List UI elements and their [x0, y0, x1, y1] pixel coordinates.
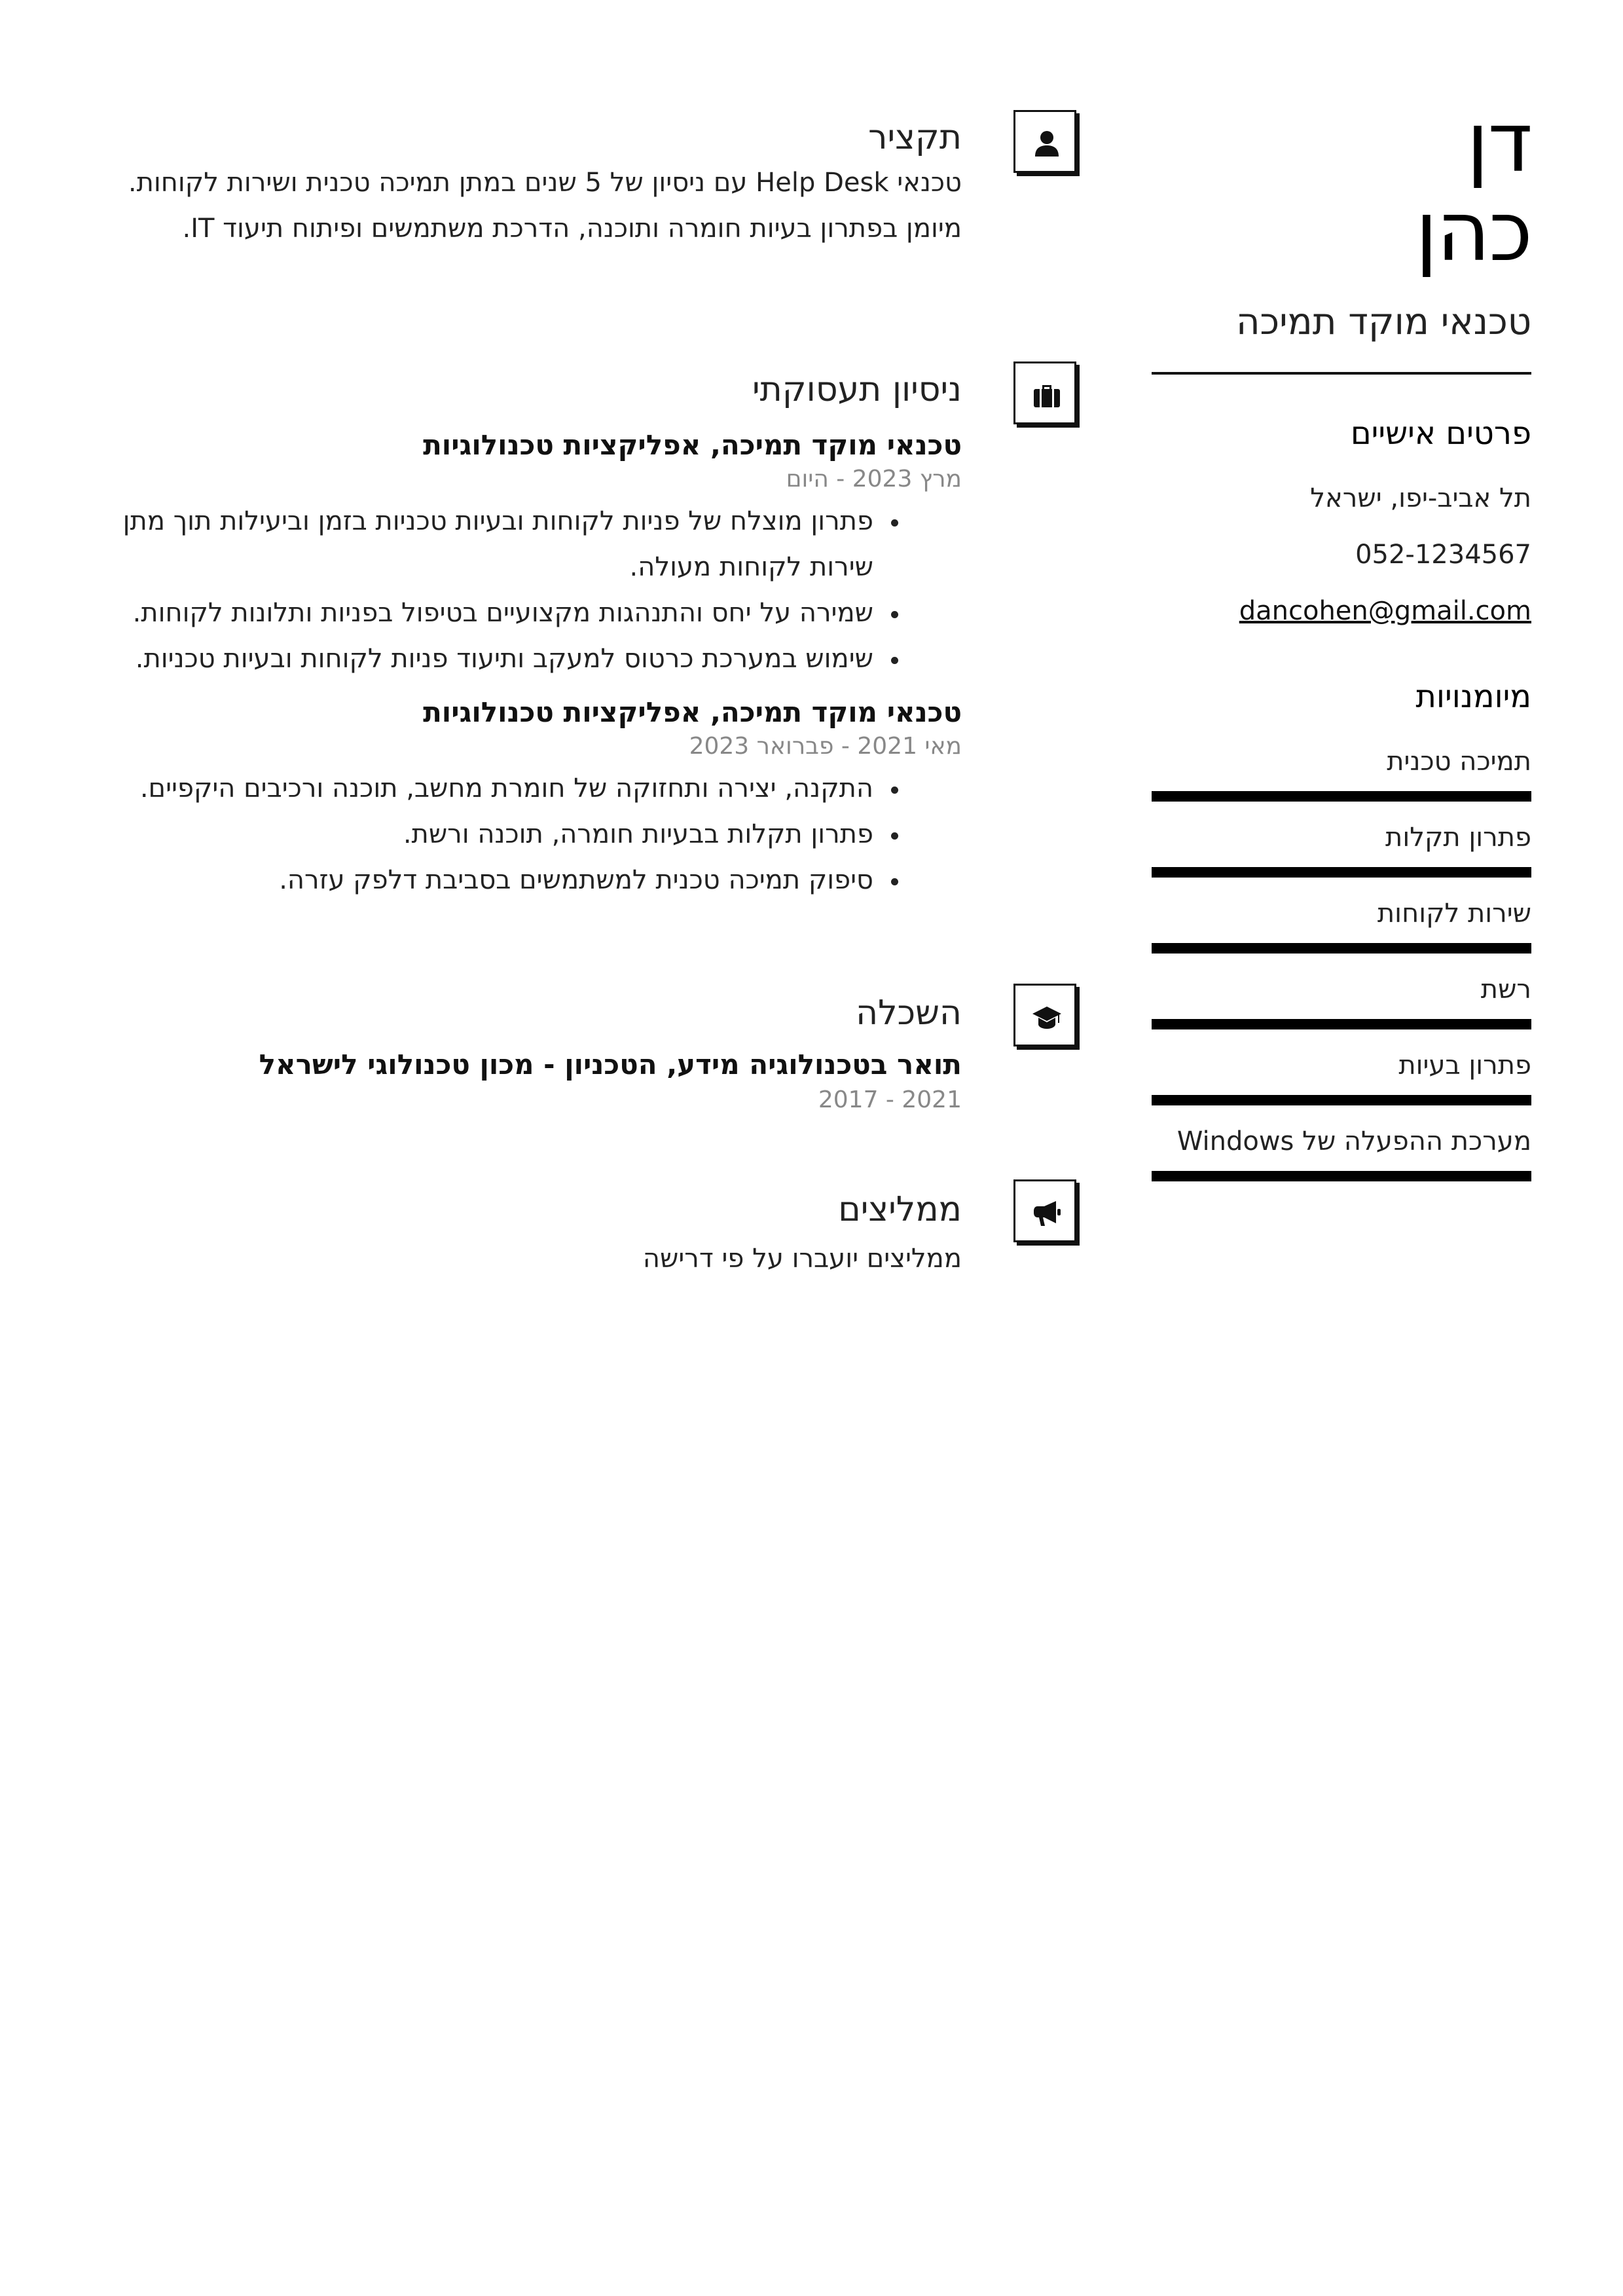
job-entry	[117, 426, 962, 682]
skill-level-bar	[1152, 867, 1531, 878]
sidebar	[1152, 94, 1531, 1181]
experience-heading: ניסיון תעסוקתי	[752, 370, 962, 409]
job-bullet: • פתרון מוצלח של פניות לקוחות ובעיות טכניות בזמן וביעילות תוך מתן שירות לקוחות מעולה.	[117, 498, 880, 590]
skill-item	[1152, 897, 1531, 954]
skills-heading: מיומנויות	[1415, 678, 1531, 715]
job-bullet: • שימוש במערכת כרטוס למעקב ותיעוד פניות לקוחות ובעיות טכניות.	[117, 636, 880, 682]
location: תל אביב-יפו, ישראל	[1310, 483, 1531, 513]
skill-item	[1152, 1125, 1531, 1181]
summary-text: טכנאי Help Desk עם ניסיון של 5 שנים במתן תמיכה טכנית ושירות לקוחות. מיומן בפתרון בעיות חומרה ותוכנה, הדרכת משתמשים ופיתוח תיעוד IT.	[128, 168, 962, 244]
email-line	[1152, 595, 1531, 627]
skill-label: שירות לקוחות	[1377, 898, 1531, 929]
references-text: ממליצים יועברו על פי דרישה	[642, 1244, 962, 1274]
job-dates: מאי 2021 - פברואר 2023	[689, 733, 962, 760]
job-title-company: טכנאי מוקד תמיכה, אפליקציות טכנולוגיות	[423, 696, 962, 728]
megaphone-icon	[1013, 1179, 1076, 1242]
phone	[1152, 538, 1531, 571]
skill-label: פתרון בעיות	[1398, 1050, 1531, 1081]
job-title-company: טכנאי מוקד תמיכה, אפליקציות טכנולוגיות	[423, 429, 962, 461]
skill-level-bar	[1152, 943, 1531, 954]
job-bullets	[117, 498, 962, 682]
job-bullet: • שמירה על יחס והתנהגות מקצועיים בטיפול בפניות ותלונות לקוחות.	[117, 590, 880, 636]
references-heading: ממליצים	[838, 1190, 962, 1229]
degree: תואר בטכנולוגיה מידע, הטכניון - מכון טכנולוגי לישראל	[259, 1048, 962, 1081]
education-dates-value: 2017 - 2021	[818, 1086, 962, 1113]
skill-item	[1152, 821, 1531, 878]
skill-level-bar	[1152, 1171, 1531, 1181]
job-bullet: • פתרון תקלות בבעיות חומרה, תוכנה ורשת.	[117, 811, 880, 857]
skill-label: מערכת ההפעלה של Windows	[1176, 1126, 1531, 1157]
education-heading: השכלה	[856, 993, 962, 1033]
job-title: טכנאי מוקד תמיכה	[1235, 301, 1531, 343]
job-dates: מרץ 2023 - היום	[786, 466, 962, 492]
job-bullet: • התקנה, יצירה ותחזוקה של חומרת מחשב, תוכנה ורכיבים היקפיים.	[117, 766, 880, 811]
job-entry	[117, 694, 962, 903]
summary-section	[117, 117, 962, 251]
skill-item	[1152, 745, 1531, 802]
last-name: כהן	[1415, 183, 1531, 280]
first-name: דן	[1466, 94, 1531, 191]
job-bullets	[117, 766, 962, 903]
briefcase-icon	[1013, 361, 1076, 424]
skill-level-bar	[1152, 1019, 1531, 1029]
education-section	[117, 992, 962, 1115]
email-link[interactable]: dancohen@gmail.com	[1239, 596, 1531, 626]
person-icon	[1013, 110, 1076, 173]
graduation-cap-icon	[1013, 984, 1076, 1046]
skill-level-bar	[1152, 1095, 1531, 1105]
skill-label: פתרון תקלות	[1385, 823, 1531, 853]
references-section	[117, 1189, 962, 1282]
phone-number: 052-1234567	[1355, 540, 1531, 570]
education-dates	[117, 1085, 962, 1115]
skill-label: תמיכה טכנית	[1387, 747, 1531, 777]
personal-details-heading: פרטים אישיים	[1350, 415, 1531, 452]
sidebar-divider	[1152, 372, 1531, 375]
skill-level-bar	[1152, 791, 1531, 802]
skill-item	[1152, 973, 1531, 1029]
job-bullet: • סיפוק תמיכה טכנית למשתמשים בסביבת דלפק עזרה.	[117, 857, 880, 903]
summary-heading: תקציר	[868, 118, 962, 157]
skill-item	[1152, 1049, 1531, 1105]
skill-label: רשת	[1480, 974, 1531, 1005]
experience-section	[117, 369, 962, 903]
